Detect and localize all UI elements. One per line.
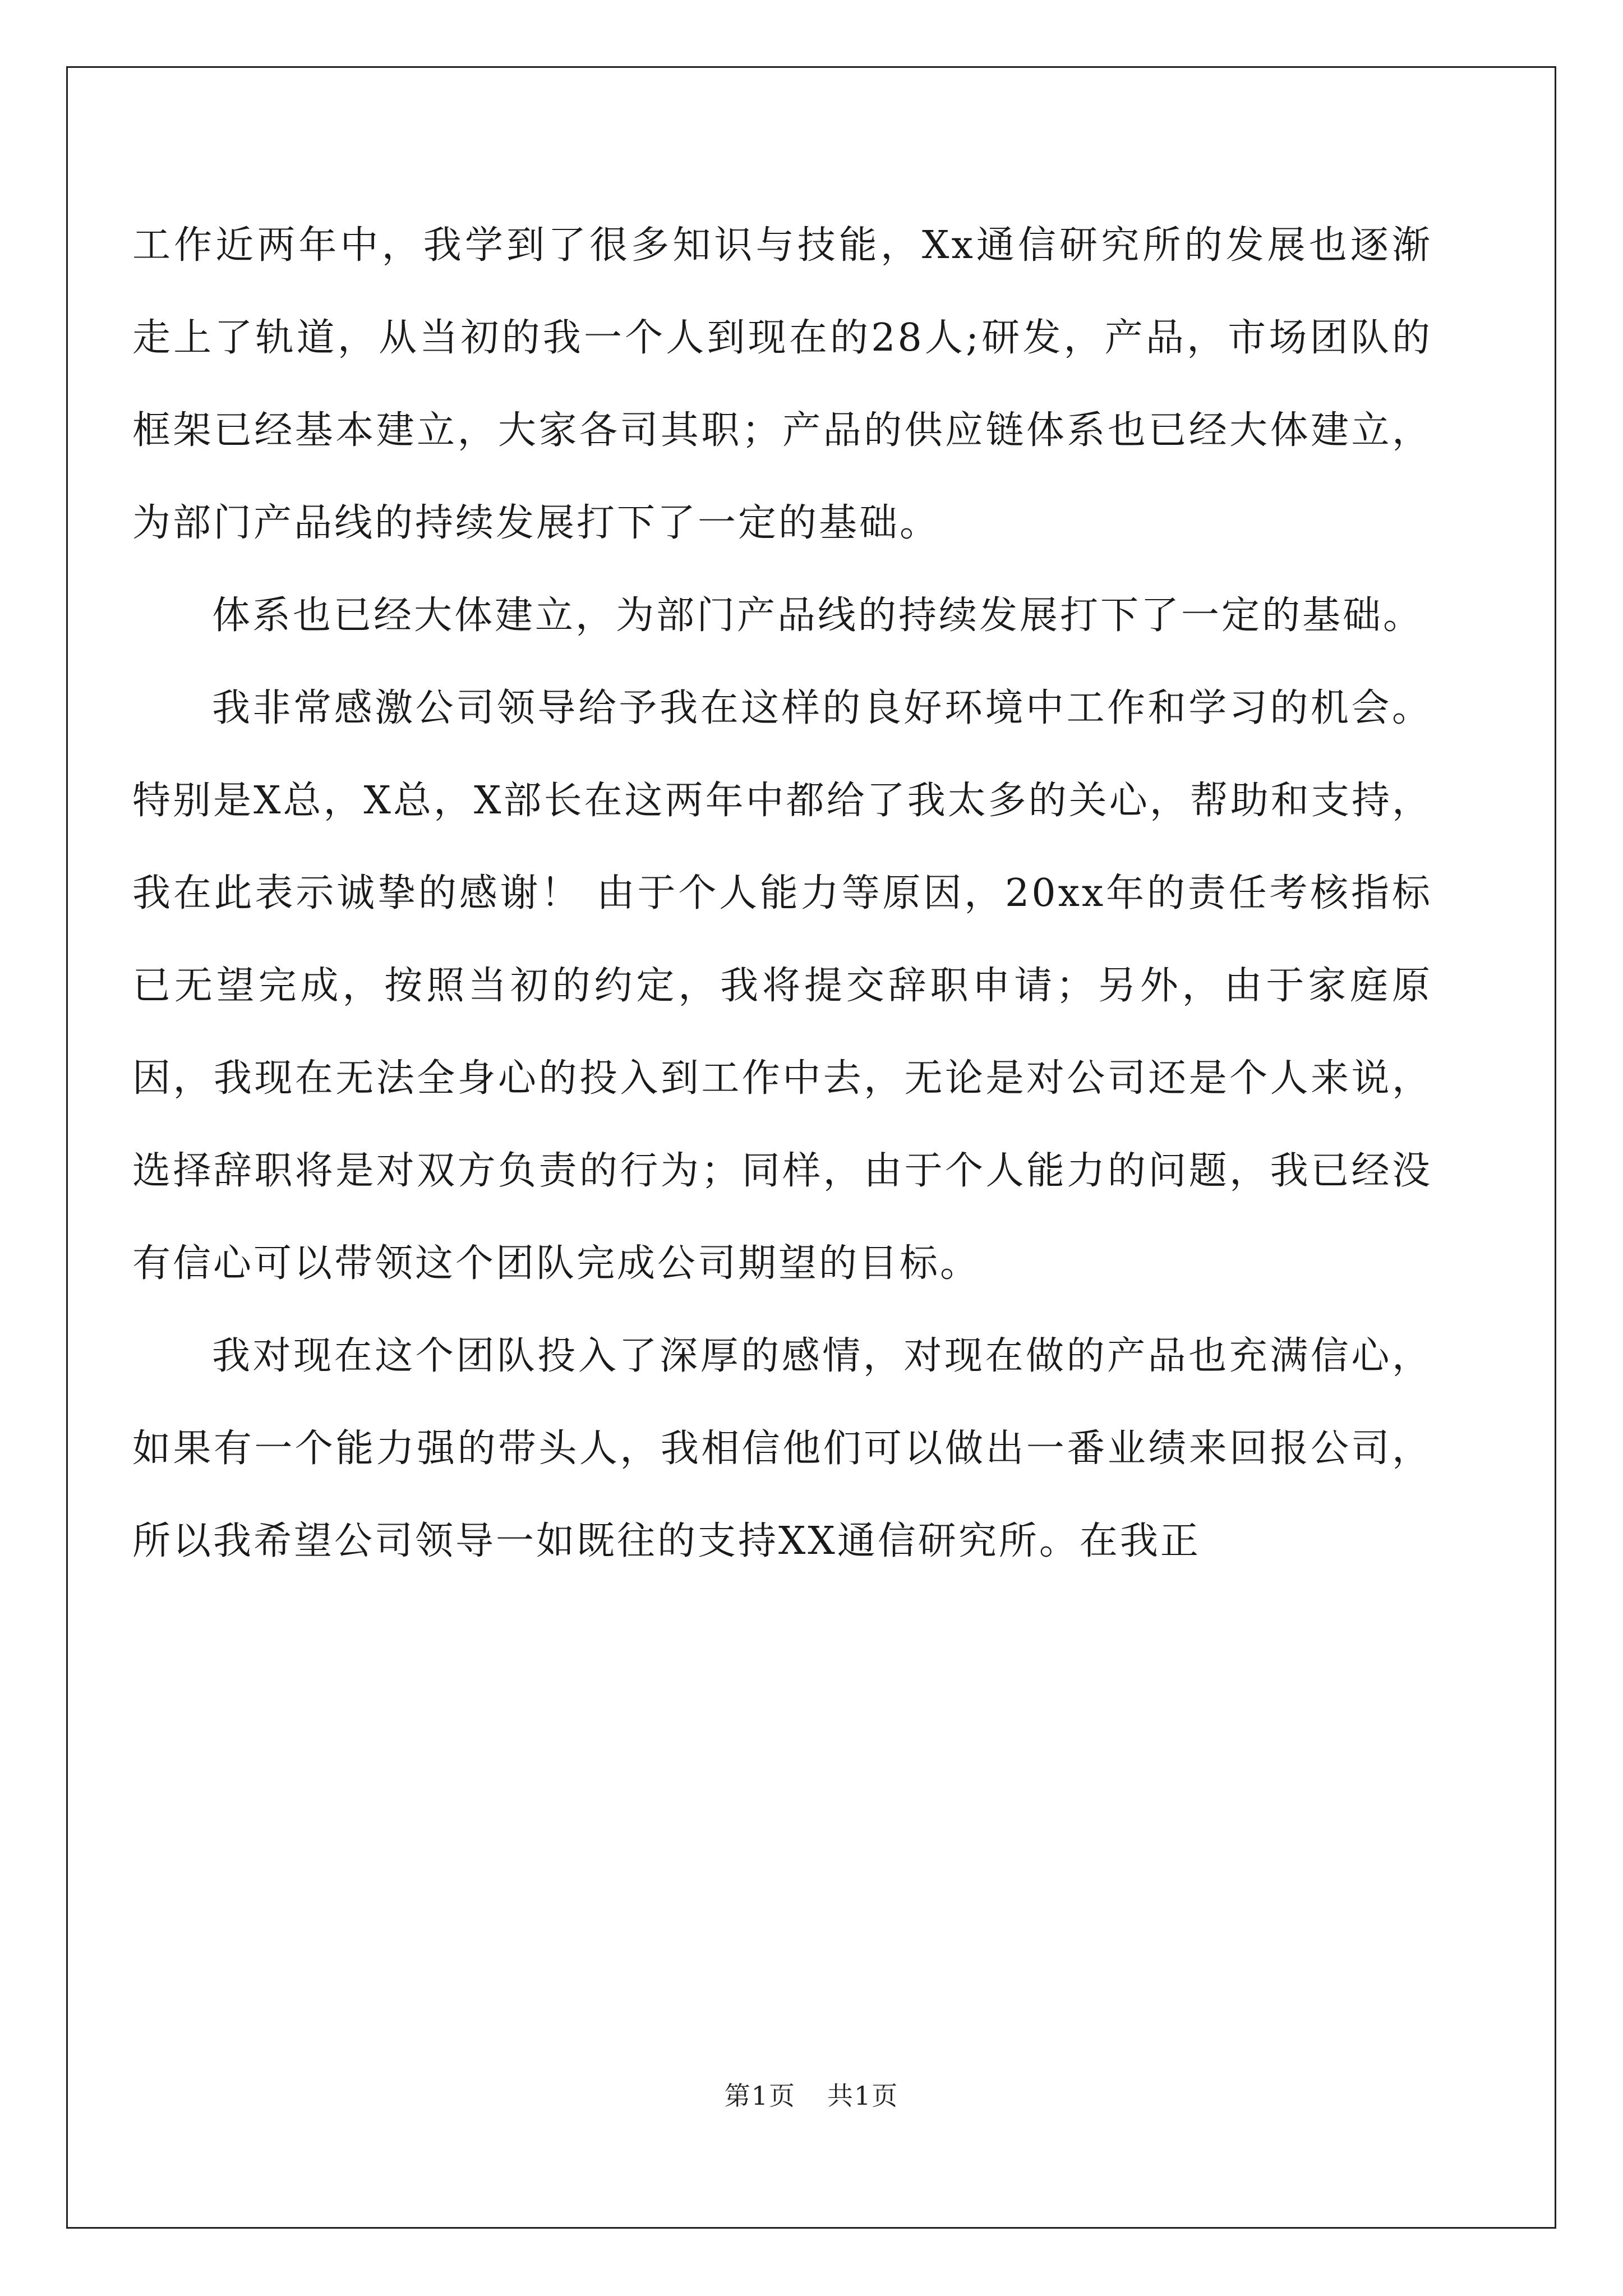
- paragraph-2: 体系也已经大体建立，为部门产品线的持续发展打下了一定的基础。: [212, 593, 1424, 638]
- page-footer: [0, 2076, 1623, 2113]
- page-number: 第1页: [724, 2081, 796, 2111]
- paragraph-1: 工作近两年中，我学到了很多知识与技能，Xx通信研究所的发展也逐渐走上了轨道，从当初的我一个人到现在的28人;研发，产品，市场团队的框架已经基本建立，大家各司其职；产品的供应链体系也已经大体建立，为部门产品线的持续发展打下了一定的基础。: [132, 223, 1432, 545]
- document-body: [132, 199, 1432, 1588]
- paragraph-3: 我非常感激公司领导给予我在这样的良好环境中工作和学习的机会。特别是X总，X总，X部长在这两年中都给了我太多的关心，帮助和支持，我在此表示诚挚的感谢！ 由于个人能力等原因，20xx年的责任考核指标已无望完成，按照当初的约定，我将提交辞职申请；另外，由于家庭原因，我现在无法全身心的投入到工作中去，无论是对公司还是个人来说，选择辞职将是对双方负责的行为；同样，由于个人能力的问题，我已经没有信心可以带领这个团队完成公司期望的目标。: [132, 686, 1432, 1286]
- page-total: 共1页: [827, 2081, 899, 2111]
- paragraph-4: 我对现在这个团队投入了深厚的感情，对现在做的产品也充满信心，如果有一个能力强的带头人，我相信他们可以做出一番业绩来回报公司，所以我希望公司领导一如既往的支持XX通信研究所。在我正: [132, 1334, 1432, 1563]
